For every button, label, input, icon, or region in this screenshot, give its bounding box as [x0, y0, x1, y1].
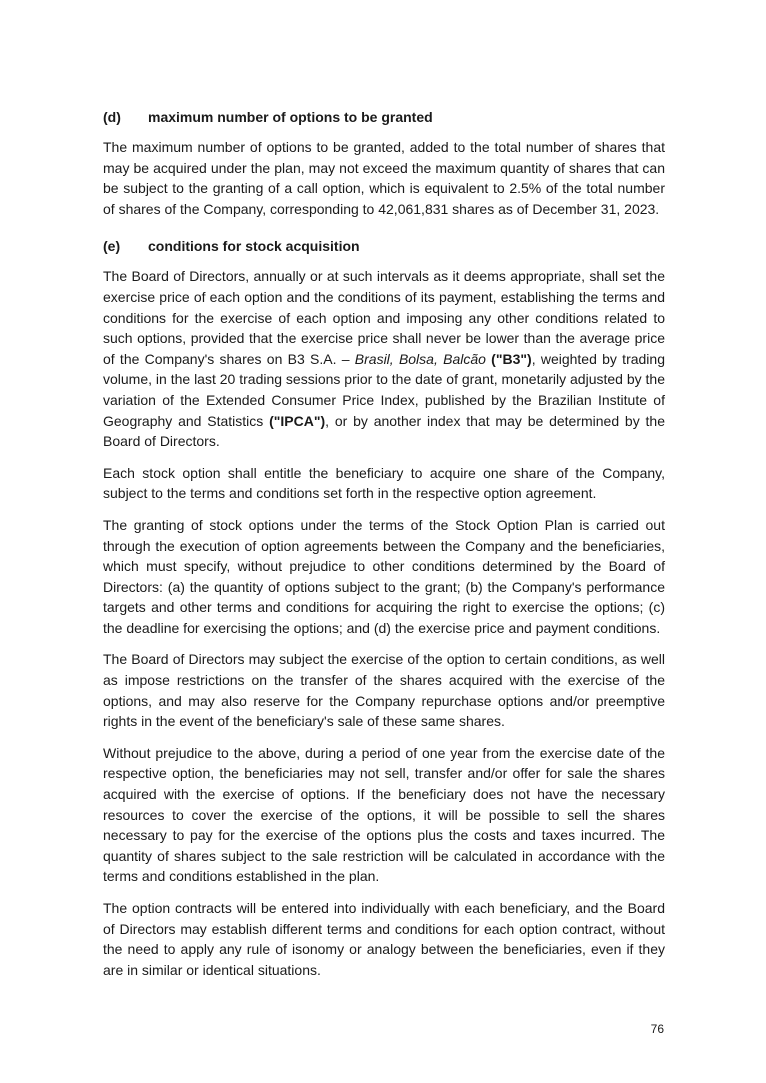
- section-e-title: conditions for stock acquisition: [148, 238, 360, 255]
- section-e-paragraph-1: [103, 266, 665, 451]
- page-number: 76: [650, 1022, 664, 1036]
- section-e-paragraph-4: The Board of Directors may subject the exercise of the option to certain conditions, as well as impose restrictions on the transfer of the shares acquired with the exercise of the options, and may also reserve for the Company repurchase options and/or preemptive rights in the event of the beneficiary's sale of these same shares.: [103, 651, 665, 730]
- p1-text-a: The Board of Directors, annually or at such intervals as it deems appropriate, shall set the exercise price of each option and the conditions of its payment, establishing the terms and conditions for the exercise of each option and imposing any other conditions related to such options, provided that the exercise price shall never be lower than the average price of the Company's shares on B3 S.A. –: [103, 268, 665, 367]
- section-d-heading: [103, 107, 665, 127]
- section-d-paragraph: The maximum number of options to be granted, added to the total number of shares that may be acquired under the plan, may not exceed the maximum quantity of shares that can be subject to the granting of a call option, which is equivalent to 2.5% of the total number of shares of the Company, corresponding to 42,061,831 shares as of December 31, 2023.: [103, 139, 665, 217]
- section-e-paragraph-3: The granting of stock options under the terms of the Stock Option Plan is carried out through the execution of option agreements between the Company and the beneficiaries, which must specify, without prejudice to other conditions determined by the Board of Directors: (a) the quantity of options subject to the grant; (b) the Company's performance targets and other terms and conditions for acquiring the right to exercise the options; (c) the deadline for exercising the options; and (d) the exercise price and payment conditions.: [103, 516, 665, 636]
- p1-bold-ipca: ("IPCA"): [269, 412, 326, 429]
- section-e-heading: [103, 236, 665, 256]
- section-e-paragraph-6: The option contracts will be entered into individually with each beneficiary, and the Board of Directors may establish different terms and conditions for each option contract, without the need to apply any rule of isonomy or analogy between the beneficiaries, even if they are in similar or identical situations.: [103, 900, 665, 978]
- document-page: [103, 107, 665, 991]
- p1-italic-b3-name: Brasil, Bolsa, Balcão: [354, 350, 486, 367]
- section-d-title: maximum number of options to be granted: [148, 109, 433, 125]
- section-d-number: (d): [103, 109, 121, 125]
- section-e-number: (e): [103, 238, 121, 255]
- p1-bold-b3: ("B3"): [485, 350, 532, 367]
- section-e-paragraph-2: Each stock option shall entitle the beneficiary to acquire one share of the Company, subject to the terms and conditions set forth in the respective option agreement.: [103, 464, 665, 502]
- p1-text-b: , weighted by trading volume, in the last 20 trading sessions prior to the date of grant, monetarily adjusted by the variation of the Extended Consumer Price Index, published by the Brazilian Institute of Geography and Statistics: [103, 350, 665, 429]
- section-e-paragraph-5: Without prejudice to the above, during a period of one year from the exercise date of the respective option, the beneficiaries may not sell, transfer and/or offer for sale the shares acquired with the exercise of options. If the beneficiary does not have the necessary resources to cover the exercise of the options, it will be possible to sell the shares necessary to pay for the exercise of the options plus the costs and taxes incurred. The quantity of shares subject to the sale restriction will be calculated in accordance with the terms and conditions established in the plan.: [103, 744, 665, 885]
- p1-text-c: , or by another index that may be determined by the Board of Directors.: [103, 412, 665, 450]
